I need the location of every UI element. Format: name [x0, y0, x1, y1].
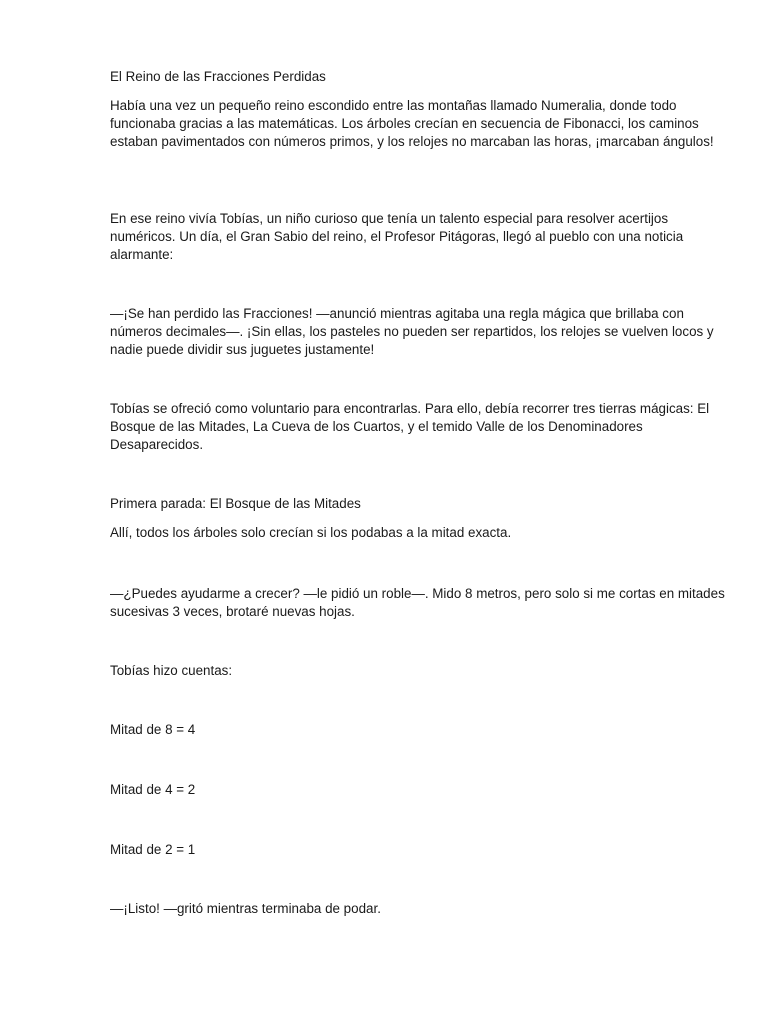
- paragraph-calculation-intro: Tobías hizo cuentas:: [110, 663, 233, 678]
- paragraph-tobias: En ese reino vivía Tobías, un niño curioso que tenía un talento especial para resolver acertijos numéricos. Un día, el Gran Sabio del reino, el Profesor Pitágoras, llegó al pueblo con una noticia alarmante:: [110, 211, 687, 262]
- calculation-line-2: Mitad de 4 = 2: [110, 782, 196, 797]
- paragraph-done: —¡Listo! —gritó mientras terminaba de podar.: [110, 901, 381, 916]
- calculation-line-1: Mitad de 8 = 4: [110, 722, 196, 737]
- calculation-line-3: Mitad de 2 = 1: [110, 842, 196, 857]
- paragraph-announcement: —¡Se han perdido las Fracciones! —anunció mientras agitaba una regla mágica que brillaba con números decimales—. ¡Sin ellas, los pasteles no pueden ser repartidos, los relojes se vuelven locos y nadie puede dividir sus juguetes justamente!: [110, 306, 718, 357]
- paragraph-trees: Allí, todos los árboles solo crecían si los podabas a la mitad exacta.: [110, 525, 512, 540]
- paragraph-intro: Había una vez un pequeño reino escondido entre las montañas llamado Numeralia, donde todo funcionaba gracias a las matemáticas. Los árboles crecían en secuencia de Fibonacci, los caminos estaban pavimentados con números primos, y los relojes no marcaban las horas, ¡marcaban ángulos!: [110, 98, 714, 149]
- section-heading-bosque: Primera parada: El Bosque de las Mitades: [110, 496, 361, 511]
- paragraph-volunteer: Tobías se ofreció como voluntario para encontrarlas. Para ello, debía recorrer tres tierras mágicas: El Bosque de las Mitades, La Cueva de los Cuartos, y el temido Valle de los Denominadores Desaparecidos.: [110, 401, 713, 452]
- document-title: El Reino de las Fracciones Perdidas: [110, 69, 326, 84]
- paragraph-oak-request: —¿Puedes ayudarme a crecer? —le pidió un roble—. Mido 8 metros, pero solo si me cortas en mitades sucesivas 3 veces, brotaré nuevas hojas.: [110, 586, 729, 619]
